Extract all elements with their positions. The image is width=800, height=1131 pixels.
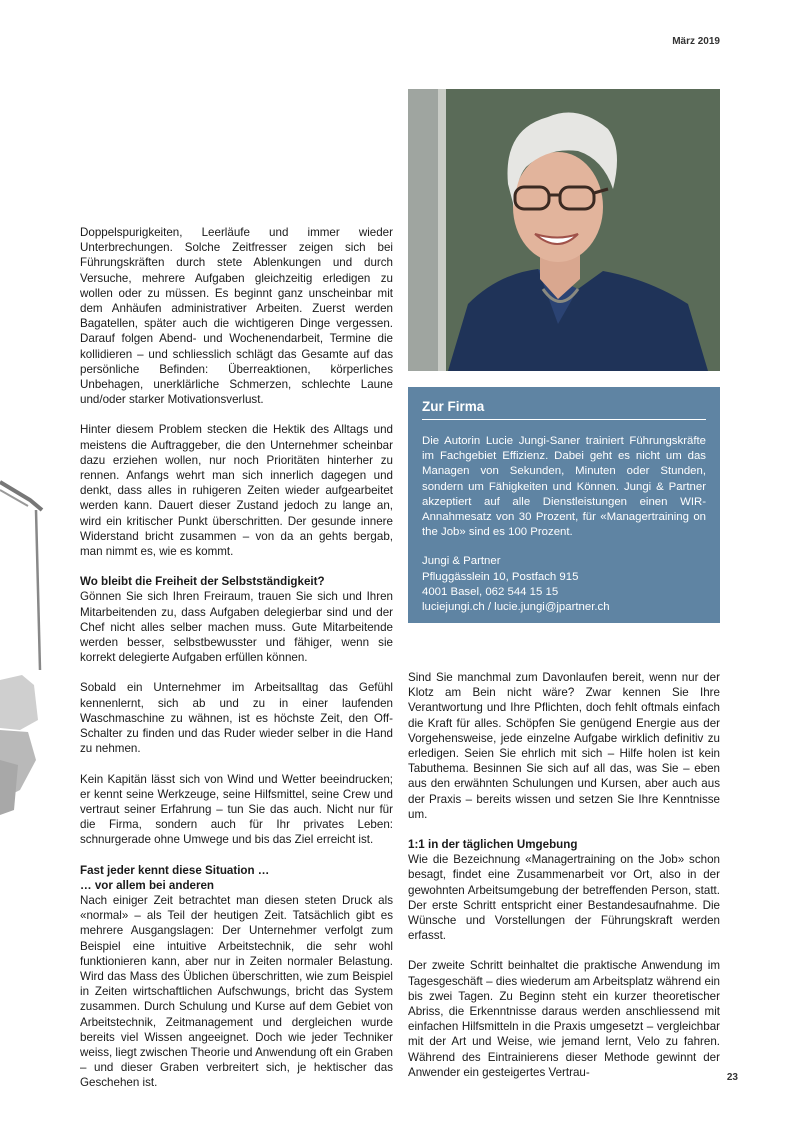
issue-date: März 2019 bbox=[672, 36, 720, 47]
paragraph: Hinter diesem Problem stecken die Hektik des Alltags und meistens die Auftraggeber, die den Unternehmer scheinbar dazu erziehen wollen, nur noch Prioritäten hinterher zu rennen. Anfangs wehrt man sich innerlich dagegen und denkt, dass alles in ruhigeren Zeiten wieder aufgearbeitet werden kann. Dauert dieser Zustand jedoch zu lange an, wird ein kritischer Punkt überschritten. Der gesunde innere Widerstand bricht zusammen – von da an gehts bergab, man nimmt es, wie es kommt. bbox=[80, 423, 393, 559]
subheading: Wo bleibt die Freiheit der Selbstständigkeit? bbox=[80, 575, 325, 589]
subheading: Fast jeder kennt diese Situation … bbox=[80, 863, 270, 877]
company-contact bbox=[422, 554, 706, 615]
paragraph: Doppelspurigkeiten, Leerläufe und immer wieder Unterbrechungen. Solche Zeitfresser zeigen sich bei Führungskräften durch stete Ablenkungen und durch Versuche, mehrere Aufgaben gleichzeitig erledigen zu wollen oder zu müssen. Es beginnt ganz unscheinbar mit dem Anhäufen administrativer Arbeiten. Zuerst werden Bagatellen, später auch die wichtigeren Dinge vergessen. Darauf folgen Abend- und Wochenendarbeit, Termine die kollidieren – und schliesslich schlägt das Gesamte auf das persönliche Befinden: Überreaktionen, körperliches Unbehagen, unerklärliche Schmerzen, schlechte Laune und/oder starker Motivationsverlust. bbox=[80, 226, 393, 407]
paragraph: Sobald ein Unternehmer im Arbeitsalltag das Gefühl kennenlernt, sich ab und zu in einer laufenden Waschmaschine zu wähnen, ist es höchste Zeit, den Off-Schalter zu finden und das Ruder wieder selber in die Hand zu nehmen. bbox=[80, 681, 393, 756]
company-web-email[interactable]: luciejungi.ch / lucie.jungi@jpartner.ch bbox=[422, 601, 610, 614]
article-right-column bbox=[408, 670, 720, 1095]
paragraph: Wie die Bezeichnung «Managertraining on the Job» schon besagt, findet eine Zusammenarbeit vor Ort, also in der gewohnten Arbeitsumgebung der betreffenden Person, statt. Der erste Schritt entspricht einer Bestandesaufnahme. Die Wünsche und Vorstellungen der Führungskraft werden erfasst. bbox=[408, 853, 720, 943]
infobox-title: Zur Firma bbox=[422, 399, 706, 420]
decorative-illustration bbox=[0, 460, 52, 820]
company-name: Jungi & Partner bbox=[422, 555, 501, 568]
company-city-phone: 4001 Basel, 062 544 15 15 bbox=[422, 585, 559, 598]
infobox-text: Die Autorin Lucie Jungi-Saner trainiert Führungskräfte im Fachgebiet Effizienz. Dabei geht es nicht um das Managen von Sekunden, Minuten oder Stunden, sondern um Fähigkeiten und Können. Jungi & Partner akzeptiert auf alle Dienstleistungen einen WIR-Annahmesatz von 30 Prozent, für «Managertraining on the Job» sind es 100 Prozent. bbox=[422, 435, 706, 539]
paragraph: Der zweite Schritt beinhaltet die praktische Anwendung im Tagesgeschäft – dies wiederum am Arbeitsplatz während ein bis zwei Tagen. Zu Beginn steht ein kurzer theoretischer Abriss, die Erkenntnisse daraus werden anschliessend mit einfachen Hilfsmitteln in die Praxis umgesetzt – vergleichbar mit der Art und Weise, wie jemand lernt, Velo zu fahren. Während des Eintrainierens dieser Methode gewinnt der Anwender ein gesteigertes Vertrau- bbox=[408, 959, 720, 1079]
paragraph: Kein Kapitän lässt sich von Wind und Wetter beeindrucken; er kennt seine Werkzeuge, seine Hilfsmittel, seine Crew und vertraut seiner Erfahrung – tun Sie das auch. Nicht nur für die Firma, sondern auch für Ihr privates Leben: schnurgerade ohne Umwege und bis das Ziel erreicht ist. bbox=[80, 772, 393, 847]
company-address: Pfluggässlein 10, Postfach 915 bbox=[422, 570, 579, 583]
company-info-box bbox=[408, 387, 720, 623]
paragraph: Gönnen Sie sich Ihren Freiraum, trauen Sie sich und Ihren Mitarbeitenden zu, dass Aufgaben delegierbar sind und der Chef nicht alles selber machen muss. Gute Mitarbeitende werden besser, selbstbewusster und fähiger, wenn sie korrekt delegierte Aufgaben erfüllen können. bbox=[80, 590, 393, 665]
paragraph: Sind Sie manchmal zum Davonlaufen bereit, wenn nur der Klotz am Bein nicht wäre? Zwar kennen Sie Ihre Verantwortung und Ihre Pflichten, doch fehlt oftmals einfach die Kraft für alles. Schöpfen Sie genügend Energie aus der Vorgehensweise, jede einzelne Aufgabe wirklich definitiv zu erledigen. Seien Sie ehrlich mit sich – Hilfe holen ist kein Tabuthema. Besinnen Sie sich auf all das, was Sie – eben aus den erwähnten Schulungen und Kursen, aber auch aus der Praxis – bereits wissen und setzen Sie Ihre Kenntnisse um. bbox=[408, 671, 720, 821]
paragraph: Nach einiger Zeit betrachtet man diesen steten Druck als «normal» – als Teil der heutigen Zeit. Tatsächlich gibt es mehrere Ausgangslagen: Der Unternehmer verfolgt zum Beispiel eine intuitive Arbeitstechnik, die sehr wohl funktionieren kann, aber nur in Zeiten normaler Belastung. Wird das Mass des Üblichen überschritten, wie zum Beispiel in Zeiten wirtschaftlichen Aufschwungs, bricht das System zusammen. Durch Schulung und Kurse auf dem Gebiet von Arbeitstechnik, Zeitmanagement und dergleichen wurde bereits viel Wissen angeeignet. Doch wie jeder Techniker weiss, liegt zwischen Theorie und Anwendung oft ein Graben – und dieser Graben verbreitert sich, je hektischer das Geschehen ist. bbox=[80, 893, 394, 1090]
author-portrait-photo bbox=[408, 89, 720, 371]
subheading: … vor allem bei anderen bbox=[80, 878, 215, 892]
subheading: 1:1 in der täglichen Umgebung bbox=[408, 838, 578, 852]
article-left-column bbox=[80, 225, 393, 1106]
page-number: 23 bbox=[726, 1072, 738, 1083]
